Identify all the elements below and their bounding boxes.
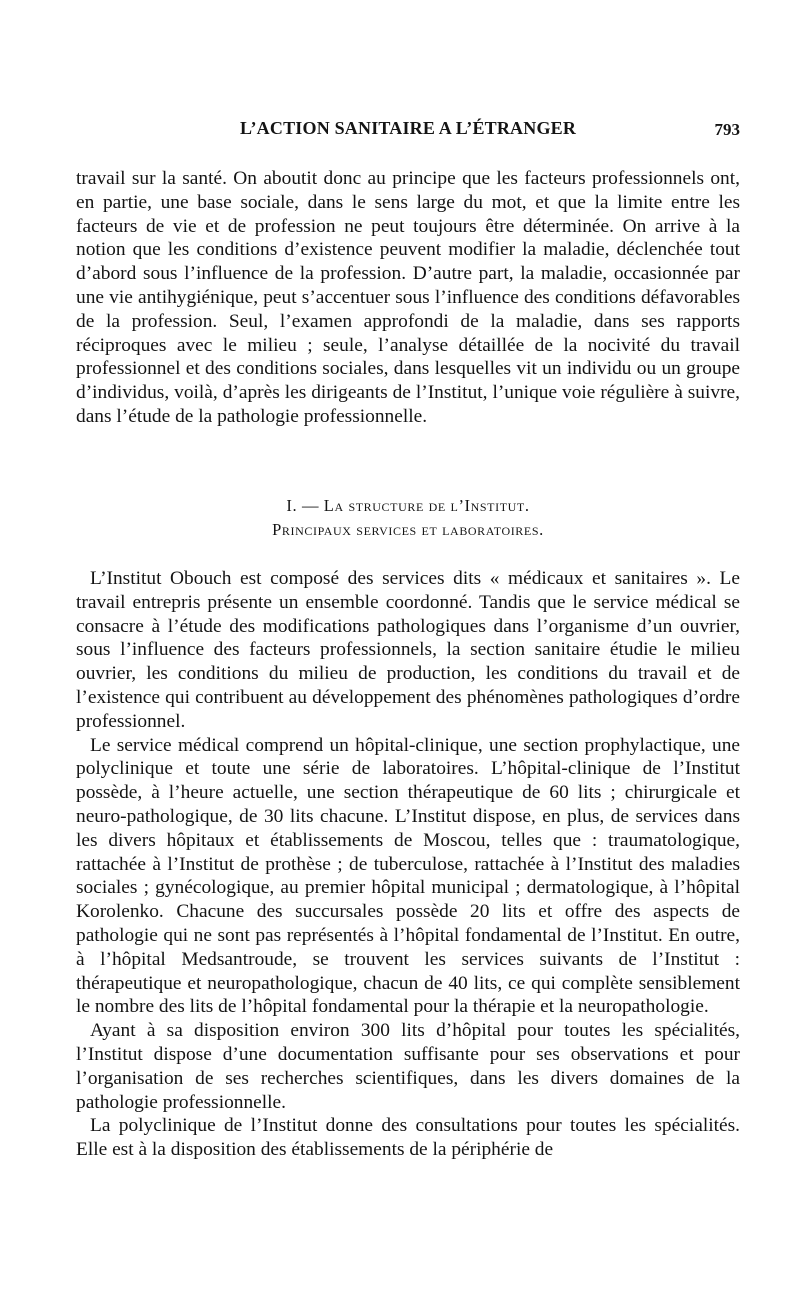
page-number: 793	[714, 120, 740, 139]
running-title: L’ACTION SANITAIRE A L’ÉTRANGER	[239, 118, 577, 138]
section-title: I. — La structure de l’Institut.	[286, 496, 530, 515]
text-block-top	[76, 167, 740, 429]
section-subtitle: Principaux services et laboratoires.	[272, 520, 544, 539]
page-header	[76, 118, 740, 148]
paragraph: Ayant à sa disposition environ 300 lits d’hôpital pour toutes les spécialités, l’Institut dispose d’une documentation suffisante pour ses observations et pour l’organisation de ses recherches scientifiques, dans les divers domaines de la pathologie professionnelle.	[76, 1020, 740, 1113]
section-heading	[76, 494, 740, 542]
text-block-main	[76, 567, 740, 1162]
paragraph: La polyclinique de l’Institut donne des consultations pour toutes les spécialités. Elle est à la disposition des établissements de la périphérie de	[76, 1115, 740, 1161]
paragraph: Le service médical comprend un hôpital-clinique, une section prophylactique, une polyclinique et toute une série de laboratoires. L’hôpital-clinique de l’Institut possède, à l’heure actuelle, une section thérapeutique de 60 lits ; chirurgicale et neuro-pathologique, de 30 lits chacune. L’Institut dispose, en plus, de services dans les divers hôpitaux et établissements de Moscou, telles que : traumatologique, rattachée à l’Institut de prothèse ; de tuberculose, rattachée à l’Institut des maladies sociales ; gynécologique, au premier hôpital municipal ; dermatologique, à l’hôpital Korolenko. Chacune des succursales possède 20 lits et offre des aspects de pathologie qui ne sont pas représentés à l’hôpital fondamental de l’Institut. En outre, à l’hôpital Medsantroude, se trouvent les services suivants de l’Institut : thérapeutique et neuropathologique, chacun de 40 lits, ce qui complète sensiblement le nombre des lits de l’hôpital fondamental pour la thérapie et la neuropathologie.	[76, 734, 740, 1018]
paragraph-continued: travail sur la santé. On aboutit donc au principe que les facteurs professionnels ont, en partie, une base sociale, dans le sens large du mot, et que la limite entre les facteurs de vie et de profession ne peut toujours être déterminée. On arrive à la notion que les conditions d’existence peuvent modifier la maladie, déclenchée tout d’abord sous l’influence de la profession. D’autre part, la maladie, occasionnée par une vie antihygiénique, peut s’accentuer sous l’influence des conditions défavorables de la profession. Seul, l’examen approfondi de la maladie, dans ses rapports réciproques avec le milieu ; seule, l’analyse détaillée de la nocivité du travail professionnel et des conditions sociales, dans lesquelles vit un individu ou un groupe d’individus, voilà, d’après les dirigeants de l’Institut, l’unique voie régulière à suivre, dans l’étude de la pathologie professionnelle.	[76, 168, 740, 427]
paragraph: L’Institut Obouch est composé des services dits « médicaux et sanitaires ». Le travail entrepris présente un ensemble coordonné. Tandis que le service médical se consacre à l’étude des modifications pathologiques dans l’organisme d’un ouvrier, sous l’influence des facteurs professionnels, la section sanitaire étudie le milieu ouvrier, les conditions du milieu de production, les conditions du travail et de l’existence qui contribuent au développement des phénomènes pathologiques d’ordre professionnel.	[76, 568, 740, 732]
